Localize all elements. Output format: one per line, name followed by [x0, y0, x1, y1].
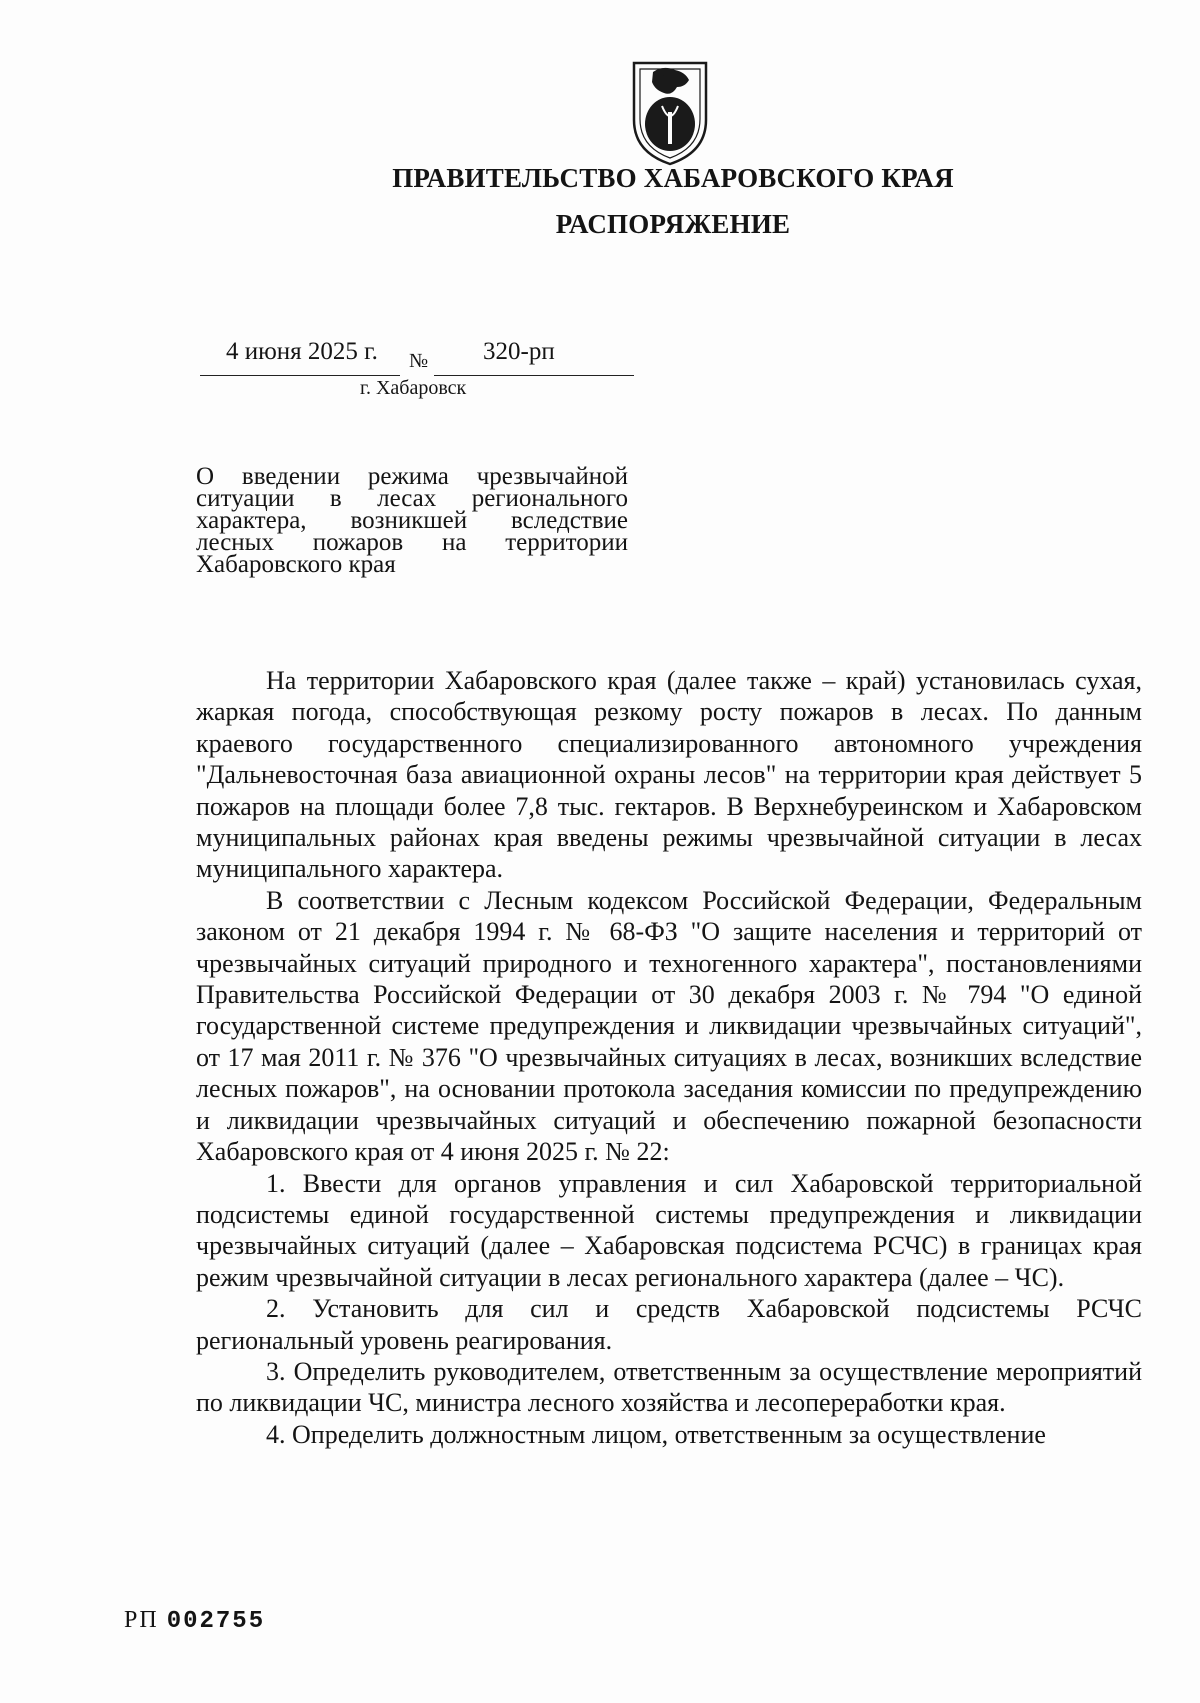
body-paragraph: 4. Определить должностным лицом, ответственным за осуществление: [266, 1419, 1046, 1449]
document-type-title: РАСПОРЯЖЕНИЕ: [555, 209, 791, 239]
body-paragraph: На территории Хабаровского края (далее также – край) установилась сухая, жаркая погода, способствующая резкому росту пожаров в лесах. По данным краевого государственного специализированного автономного учреждения "Дальневосточная база авиационной охраны лесов" на территории края действует 5 пожаров на площади более 7,8 тыс. гектаров. В Верхнебуреинском и Хабаровском муниципальных районах края введены режимы чрезвычайной ситуации в лесах муниципального характера.: [196, 666, 1142, 884]
subject-line: характера, возникшей вследствие: [196, 507, 628, 534]
document-details: [200, 338, 640, 418]
subject-line: Хабаровского края: [196, 551, 396, 578]
document-subject: [196, 463, 628, 578]
date-underline: [200, 375, 400, 376]
form-prefix: РП: [124, 1607, 159, 1633]
form-code: [124, 1607, 265, 1635]
form-serial: 002755: [166, 1608, 266, 1635]
number-sign: №: [409, 350, 429, 372]
coat-of-arms-icon: [627, 60, 713, 166]
body-paragraph: 2. Установить для сил и средств Хабаровской подсистемы РСЧС региональный уровень реагирования.: [196, 1294, 1142, 1355]
subject-line: О введении режима чрезвычайной: [196, 463, 628, 490]
number-underline: [434, 375, 634, 376]
document-city: г. Хабаровск: [360, 377, 467, 399]
document-number: 320-рп: [483, 338, 555, 365]
body-paragraph: 1. Ввести для органов управления и сил Хабаровской территориальной подсистемы единой государственной системы предупреждения и ликвидации чрезвычайных ситуаций (далее – Хабаровская подсистема РСЧС) в границах края режим чрезвычайной ситуации в лесах регионального характера (далее – ЧС).: [196, 1168, 1142, 1292]
subject-line: лесных пожаров на территории: [196, 529, 628, 556]
body-paragraph: В соответствии с Лесным кодексом Российской Федерации, Федеральным законом от 21 декабря 1994 г. № 68-ФЗ "О защите населения и территорий от чрезвычайных ситуаций природного и техногенного характера", постановлениями Правительства Российской Федерации от 30 декабря 2003 г. № 794 "О единой государственной системе предупреждения и ликвидации чрезвычайных ситуаций", от 17 мая 2011 г. № 376 "О чрезвычайных ситуациях в лесах, возникших вследствие лесных пожаров", на основании протокола заседания комиссии по предупреждению и ликвидации чрезвычайных ситуаций и обеспечению пожарной безопасности Хабаровского края от 4 июня 2025 г. № 22:: [196, 885, 1142, 1167]
document-body: [196, 665, 1142, 1450]
government-name: ПРАВИТЕЛЬСТВО ХАБАРОВСКОГО КРАЯ: [392, 163, 954, 193]
subject-line: ситуации в лесах регионального: [196, 485, 628, 512]
body-paragraph: 3. Определить руководителем, ответственным за осуществление мероприятий по ликвидации ЧС, министра лесного хозяйства и лесопереработки края.: [196, 1356, 1142, 1418]
document-date: 4 июня 2025 г.: [226, 338, 378, 365]
